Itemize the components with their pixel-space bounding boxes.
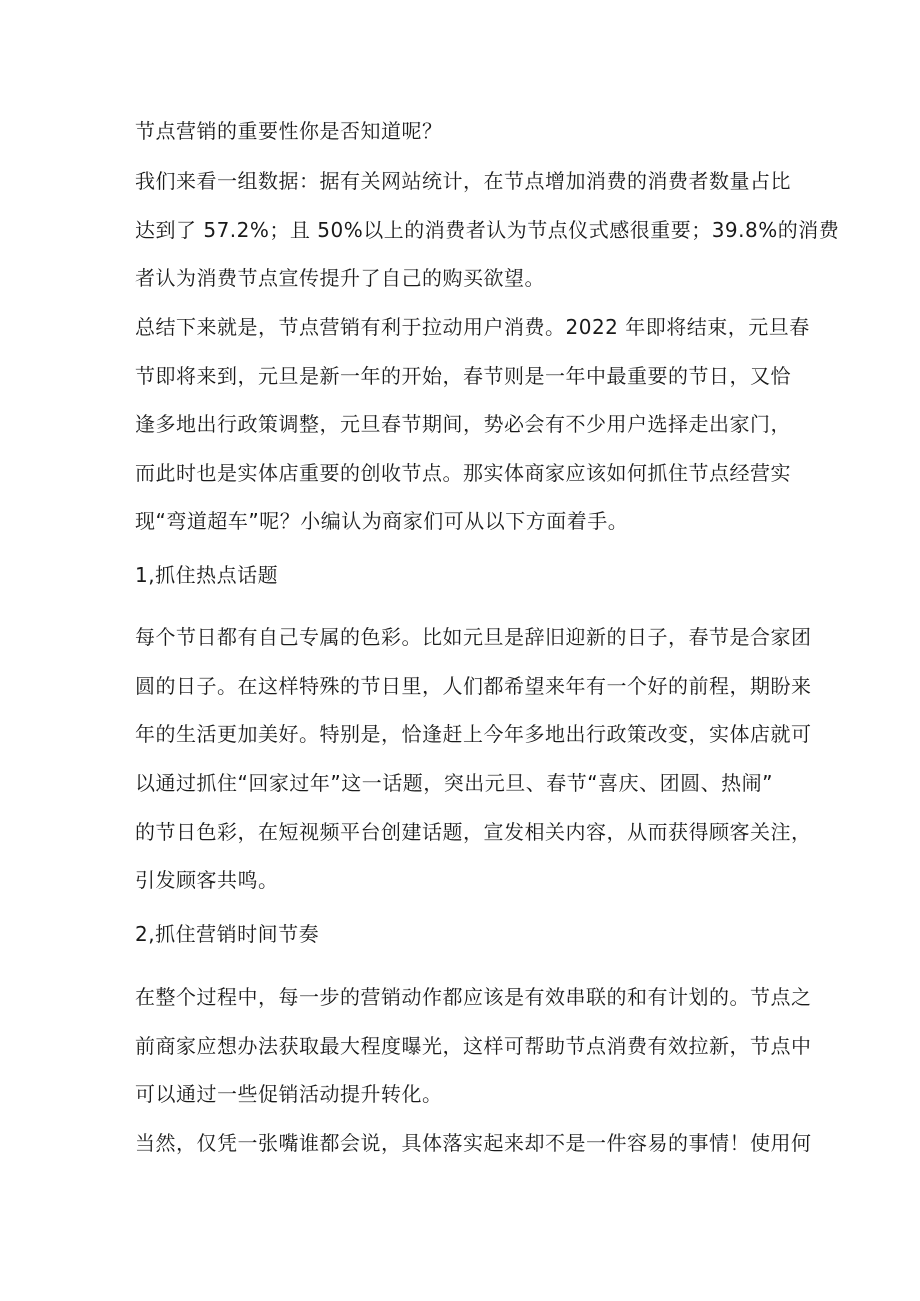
paragraph-line: 逢多地出行政策调整，元旦春节期间，势必会有不少用户选择走出家门， (135, 412, 791, 436)
paragraph-line: 圆的日子。在这样特殊的节日里，人们都希望来年有一个好的前程，期盼来 (135, 674, 812, 698)
paragraph-line: 年的生活更加美好。特别是，恰逢赶上今年多地出行政策改变，实体店就可 (135, 722, 812, 746)
paragraph-line: 达到了 57.2%；且 50%以上的消费者认为节点仪式感很重要；39.8%的消费 (135, 218, 840, 242)
paragraph-line: 前商家应想办法获取最大程度曝光，这样可帮助节点消费有效拉新，节点中 (135, 1034, 812, 1058)
paragraph-line: 我们来看一组数据：据有关网站统计，在节点增加消费的消费者数量占比 (135, 169, 791, 193)
paragraph-line: 节即将来到，元旦是新一年的开始，春节则是一年中最重要的节日，又恰 (135, 364, 791, 388)
paragraph-line: 总结下来就是，节点营销有利于拉动用户消费。2022 年即将结束，元旦春 (135, 315, 810, 339)
paragraph-line: 以通过抓住“回家过年”这一话题，突出元旦、春节“喜庆、团圆、热闹” (135, 771, 773, 795)
paragraph-line: 当然，仅凭一张嘴谁都会说，具体落实起来却不是一件容易的事情！使用何 (135, 1131, 812, 1155)
paragraph-line: 者认为消费节点宣传提升了自己的购买欲望。 (135, 266, 545, 290)
section-heading-1: 1,抓住热点话题 (135, 563, 279, 587)
section-heading-2: 2,抓住营销时间节奏 (135, 922, 320, 946)
paragraph-line: 引发顾客共鸣。 (135, 868, 279, 892)
paragraph-line: 每个节日都有自己专属的色彩。比如元旦是辞旧迎新的日子，春节是合家团 (135, 625, 812, 649)
paragraph-line: 可以通过一些促销活动提升转化。 (135, 1082, 443, 1106)
paragraph-line: 的节日色彩，在短视频平台创建话题，宣发相关内容，从而获得顾客关注， (135, 820, 812, 844)
intro-question: 节点营销的重要性你是否知道呢？ (135, 119, 443, 143)
paragraph-line: 而此时也是实体店重要的创收节点。那实体商家应该如何抓住节点经营实 (135, 461, 791, 485)
paragraph-line: 现“弯道超车”呢？小编认为商家们可从以下方面着手。 (135, 509, 629, 533)
paragraph-line: 在整个过程中，每一步的营销动作都应该是有效串联的和有计划的。节点之 (135, 985, 812, 1009)
